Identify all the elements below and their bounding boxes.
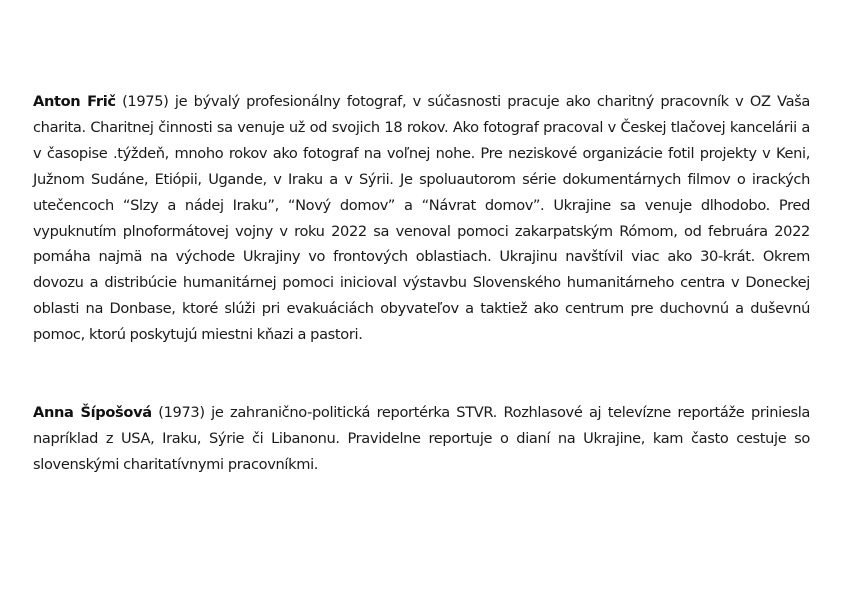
- bio-text: (1973) je zahranično-politická reportérka STVR. Rozhlasové aj televízne reportáže priniesla napríklad z USA, Iraku, Sýrie či Libanonu. Pravidelne reportuje o dianí na Ukrajine, kam často cestuje so slovenskými charitatívnymi pracovníkmi.: [33, 404, 810, 473]
- bio-text: (1975) je bývalý profesionálny fotograf, v súčasnosti pracuje ako charitný pracovník v OZ Vaša charita. Charitnej činnosti sa venuje už od svojich 18 rokov. Ako fotograf pracoval v Českej tlačovej kancelárii a v časopise .týždeň, mnoho rokov ako fotograf na voľnej nohe. Pre neziskové organizácie fotil projekty v Keni, Južnom Sudáne, Etiópii, Ugande, v Iraku a v Sýrii. Je spoluautorom série dokumentárnych filmov o irackých utečencoch “Slzy a nádej Iraku”, “Nový domov” a “Návrat domov”. Ukrajine sa venuje dlhodobo. Pred vypuknutím plnoformátovej vojny v roku 2022 sa venoval pomoci zakarpatským Rómom, od februára 2022 pomáha najmä na východe Ukrajiny vo frontových oblastiach. Ukrajinu navštívil viac ako 30-krát. Okrem dovozu a distribúcie humanitárnej pomoci inicioval výstavbu Slovenského humanitárneho centra v Doneckej oblasti na Donbase, ktoré slúži pri evakuáciách obyvateľov a taktiež ako centrum pre duchovnú a duševnú pomoc, ktorú poskytujú miestni kňazi a pastori.: [33, 93, 811, 344]
- bio-paragraph-anna-siposova: [33, 400, 810, 478]
- bio-paragraph-anton-fric: [33, 89, 810, 348]
- bio-name: Anna Šípošová: [33, 404, 152, 421]
- bio-name: Anton Frič: [33, 93, 116, 110]
